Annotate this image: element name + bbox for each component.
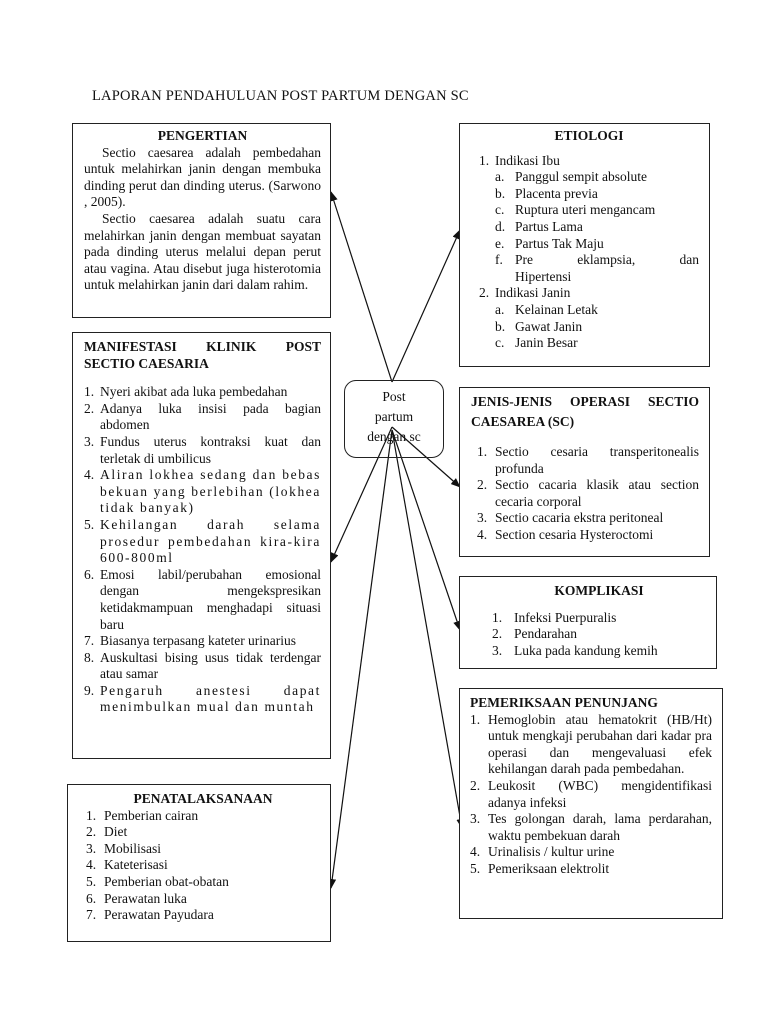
jenis-operasi-list — [471, 444, 699, 544]
arrow-to-penatalaksanaan — [331, 430, 392, 888]
list-item: 3. Fundus uterus kontraksi kuat dan terletak di umbilicus — [84, 433, 321, 466]
list-item: 1. Pemberian cairan — [86, 807, 199, 823]
pemeriksaan-heading: PEMERIKSAAN PENUNJANG — [470, 695, 658, 710]
list-item: e. Partus Tak Maju — [495, 235, 604, 251]
list-item: 1. Sectio cesaria transperitonealis profunda — [477, 444, 699, 476]
komplikasi-box — [459, 576, 717, 669]
manifestasi-heading: MANIFESTASI KLINIK POST SECTIO CAESARIA — [84, 339, 321, 371]
penatalaksanaan-list — [86, 808, 320, 924]
list-item: c. Janin Besar — [495, 335, 578, 351]
list-item: 7. Biasanya terpasang kateter urinarius — [84, 633, 297, 649]
list-item: b. Placenta previa — [495, 185, 598, 201]
list-item: 1. Infeksi Puerpuralis — [492, 609, 617, 625]
list-item: 5. Pemberian obat-obatan — [86, 873, 229, 889]
list-item: 7. Perawatan Payudara — [86, 907, 214, 923]
etiologi-heading: ETIOLOGI — [554, 128, 624, 143]
komplikasi-list — [492, 610, 706, 660]
list-item: a. Kelainan Letak — [495, 301, 598, 317]
manifestasi-box — [72, 332, 331, 759]
list-item: 4. Kateterisasi — [86, 857, 168, 873]
list-item: 3. Mobilisasi — [86, 840, 162, 856]
list-item: 1. Nyeri akibat ada luka pembedahan — [84, 384, 288, 400]
list-item: 2. Adanya luka insisi pada bagian abdomen — [84, 400, 321, 433]
list-item: f. Pre eklampsia, dan Hipertensi — [495, 252, 699, 284]
penatalaksanaan-heading: PENATALAKSANAAN — [133, 791, 273, 806]
center-line-1: Post — [382, 389, 406, 404]
list-item: a. Panggul sempit absolute — [495, 169, 647, 185]
list-item: 1. Hemoglobin atau hematokrit (HB/Ht) untuk mengkaji perubahan dari kadar pra operasi dan mengevaluasi efek kehilangan darah pada pembedahan. — [470, 711, 712, 777]
penatalaksanaan-box — [67, 784, 331, 942]
etiologi-ibu-list — [479, 169, 699, 285]
etiologi-group-janin: 2. Indikasi Janin — [479, 285, 571, 301]
list-item: 4. Urinalisis / kultur urine — [470, 844, 615, 860]
pemeriksaan-box — [459, 688, 723, 919]
list-item: 8. Auskultasi bising usus tidak terdengar atau samar — [84, 649, 321, 682]
pengertian-paragraph-1: Sectio caesarea adalah pembedahan untuk melahirkan janin dengan membuka dinding perut dan dinding uterus. (Sarwono , 2005). — [84, 144, 321, 210]
manifestasi-list — [84, 384, 321, 716]
pengertian-box — [72, 123, 331, 318]
list-item: 3. Luka pada kandung kemih — [492, 642, 658, 658]
arrow-to-pengertian — [331, 192, 392, 382]
list-item: 6. Emosi labil/perubahan emosional dengan mengekspresikan ketidakmampuan menghadapi situasi baru — [84, 566, 321, 632]
list-item: 2. Pendarahan — [492, 626, 577, 642]
arrow-to-pemeriksaan — [392, 430, 462, 828]
jenis-operasi-heading: JENIS-JENIS OPERASI SECTIO CAESAREA (SC) — [471, 394, 699, 429]
list-item: c. Ruptura uteri mengancam — [495, 202, 656, 218]
list-item: d. Partus Lama — [495, 218, 583, 234]
etiologi-janin-list — [479, 302, 699, 352]
list-item: 5. Kehilangan darah selama prosedur pembedahan kira-kira 600-800ml — [84, 516, 321, 566]
list-item: 4. Aliran lokhea sedang dan bebas bekuan yang berlebihan (lokhea tidak banyak) — [84, 467, 321, 516]
etiologi-group-ibu: 1. Indikasi Ibu — [479, 152, 560, 168]
komplikasi-heading: KOMPLIKASI — [554, 583, 644, 598]
list-item: 5. Pemeriksaan elektrolit — [470, 860, 610, 876]
list-item: 9. Pengaruh anestesi dapat menimbulkan mual dan muntah — [84, 682, 321, 715]
list-item: 3. Tes golongan darah, lama perdarahan, waktu pembekuan darah — [470, 811, 712, 843]
arrow-to-etiologi — [392, 230, 460, 382]
center-line-2: partum — [374, 409, 414, 424]
list-item: b. Gawat Janin — [495, 318, 583, 334]
page-title: LAPORAN PENDAHULUAN POST PARTUM DENGAN SC — [92, 88, 469, 104]
pengertian-paragraph-2: Sectio caesarea adalah suatu cara melahirkan janin dengan membuat sayatan pada dinding uterus melalui depan perut atau vagina. Atau disebut juga histerotomia untuk melahirkan janin dari dalam rahim. — [84, 210, 321, 293]
list-item: 2. Sectio cacaria klasik atau section cecaria corporal — [477, 477, 699, 509]
list-item: 6. Perawatan luka — [86, 890, 187, 906]
list-item: 4. Section cesaria Hysteroctomi — [477, 526, 654, 542]
center-line-3: dengan sc — [367, 429, 421, 444]
etiologi-box — [459, 123, 710, 367]
jenis-operasi-box — [459, 387, 710, 557]
pemeriksaan-list — [470, 712, 712, 878]
pengertian-heading: PENGERTIAN — [157, 128, 248, 143]
list-item: 2. Diet — [86, 824, 128, 840]
center-node — [344, 380, 444, 458]
list-item: 2. Leukosit (WBC) mengidentifikasi adanya infeksi — [470, 777, 712, 810]
list-item: 3. Sectio cacaria ekstra peritoneal — [477, 510, 664, 526]
arrow-to-komplikasi — [392, 430, 460, 630]
